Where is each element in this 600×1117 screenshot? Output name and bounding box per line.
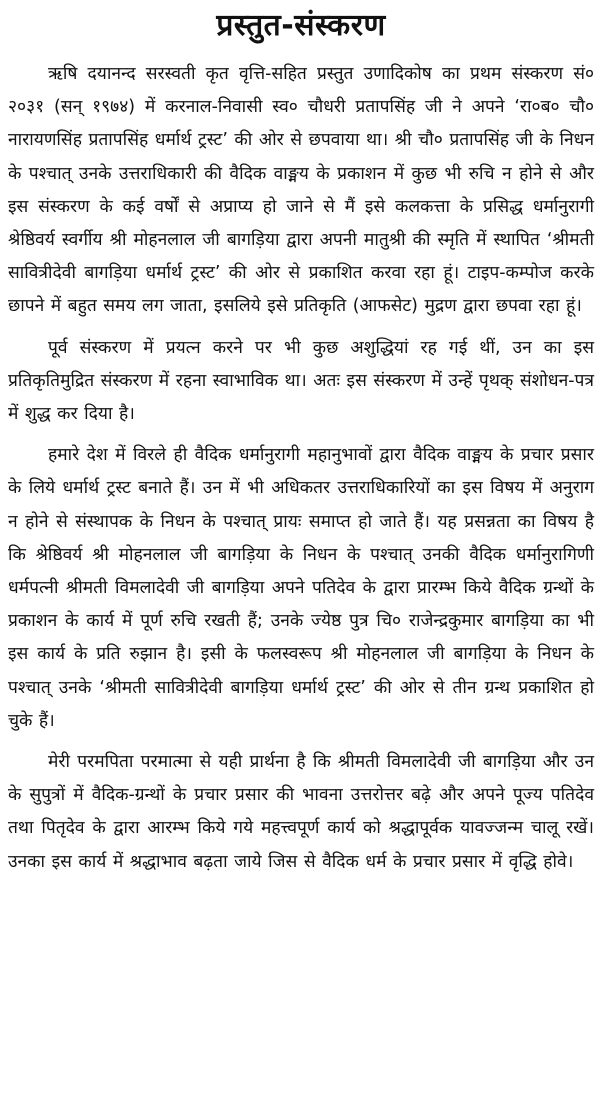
page-title: प्रस्तुत-संस्करण (216, 8, 386, 43)
paragraph-2: पूर्व संस्करण में प्रयत्न करने पर भी कुछ अशुद्धियां रह गई थीं, उन का इस प्रतिकृतिमुद्रित संस्करण में रहना स्वाभाविक था। अतः इस संस्करण में उन्हें पृथक् संशोधन-पत्र में शुद्ध कर दिया है। (8, 337, 594, 425)
paragraph-4: मेरी परमपिता परमात्मा से यही प्रार्थना है कि श्रीमती विमलादेवी जी बागड़िया और उन के सुपुत्रों में वैदिक-ग्रन्थों के प्रचार प्रसार की भावना उत्तरोत्तर बढ़े और अपने पूज्य पतिदेव तथा पितृदेव के द्वारा आरम्भ किये गये महत्त्वपूर्ण कार्य को श्रद्धापूर्वक यावज्जन्म चालू रखें। उनका इस कार्य में श्रद्धाभाव बढ़ता जाये जिस से वैदिक धर्म के प्रचार प्रसार में वृद्धि होवे। (8, 752, 594, 872)
paragraph-3: हमारे देश में विरले ही वैदिक धर्मानुरागी महानुभावों द्वारा वैदिक वाङ्मय के प्रचार प्रसार के लिये धर्मार्थ ट्रस्ट बनाते हैं। उन में भी अधिकतर उत्तराधिकारियों का इस विषय में अनुराग न होने से संस्थापक के निधन के पश्चात् प्रायः समाप्त हो जाते हैं। यह प्रसन्नता का विषय है कि श्रेष्ठिवर्य श्री मोहनलाल जी बागड़िया के निधन के पश्चात् उनकी वैदिक धर्मानुरागिणी धर्मपत्नी श्रीमती विमलादेवी जी बागड़िया अपने पतिदेव के द्वारा प्रारम्भ किये वैदिक ग्रन्थों के प्रकाशन के कार्य में पूर्ण रुचि रखती हैं; उनके ज्येष्ठ पुत्र चि० राजेन्द्रकुमार बागड़िया का भी इस कार्य के प्रति रुझान है। इसी के फलस्वरूप श्री मोहनलाल जी बागड़िया के निधन के पश्चात् उनके ‘श्रीमती सावित्रीदेवी बागड़िया धर्मार्थ ट्रस्ट’ की ओर से तीन ग्रन्थ प्रकाशित हो चुके हैं। (8, 445, 594, 731)
paragraph-1: ऋषि दयानन्द सरस्वती कृत वृत्ति-सहित प्रस्तुत उणादिकोष का प्रथम संस्करण सं० २०३१ (सन् १९७४) में करनाल-निवासी स्व० चौधरी प्रतापसिंह जी ने अपने ‘रा०ब० चौ० नारायणसिंह प्रतापसिंह धर्मार्थ ट्रस्ट’ की ओर से छपवाया था। श्री चौ० प्रतापसिंह जी के निधन के पश्चात् उनके उत्तराधिकारी की वैदिक वाङ्मय के प्रकाशन में कुछ भी रुचि न होने से और इस संस्करण के कई वर्षों से अप्राप्य हो जाने से मैं इसे कलकत्ता के प्रसिद्ध धर्मानुरागी श्रेष्ठिवर्य स्वर्गीय श्री मोहनलाल जी बागड़िया द्वारा अपनी मातुश्री की स्मृति में स्थापित ‘श्रीमती सावित्रीदेवी बागड़िया धर्मार्थ ट्रस्ट’ की ओर से प्रकाशित करवा रहा हूं। टाइप-कम्पोज करके छापने में बहुत समय लग जाता, इसलिये इसे प्रतिकृति (आफसेट) मुद्रण द्वारा छपवा रहा हूं। (8, 64, 594, 317)
